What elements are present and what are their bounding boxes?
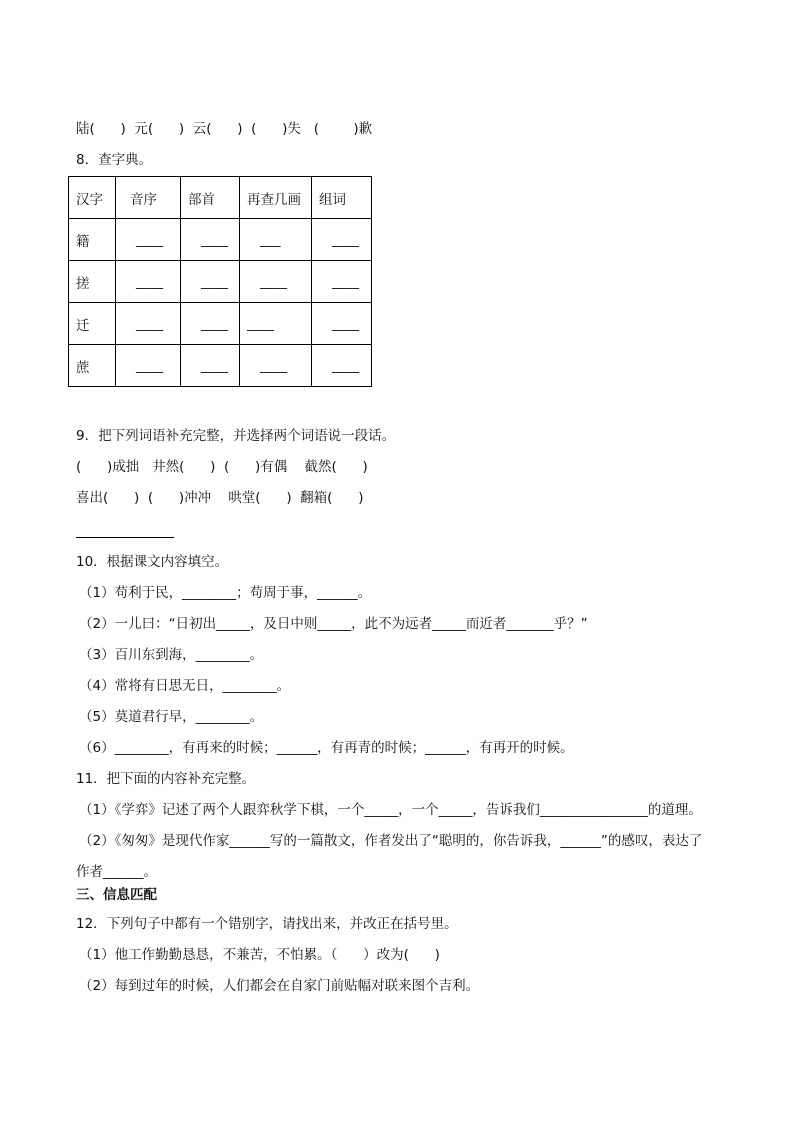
blank-cell[interactable]: ____ <box>240 303 312 345</box>
q11-item-2: （2）《匆匆》是现代作家______写的一篇散文，作者发出了“聪明的，你告诉我，______”的感叹，表达了 <box>79 833 703 849</box>
blank-cell[interactable]: ____ <box>312 345 372 387</box>
header-cell: 音序 <box>116 177 181 219</box>
q10-item-3: （3）百川东到海，________。 <box>79 647 264 663</box>
q12-item-1: （1）他工作勤勤恳恳，不兼苦，不怕累。（ ）改为( ) <box>79 947 440 963</box>
q11-title: 11．把下面的内容补充完整。 <box>76 771 256 787</box>
table-row <box>69 261 372 303</box>
blank-cell[interactable]: ____ <box>240 261 312 303</box>
q10-item-2: （2）一儿曰：“日初出_____，及日中则_____，此不为远者_____而近者_______乎？” <box>79 616 588 632</box>
blank-cell[interactable]: ____ <box>116 219 181 261</box>
dictionary-table <box>68 176 372 387</box>
blank-cell[interactable]: ___ <box>240 219 312 261</box>
header-cell: 部首 <box>181 177 240 219</box>
q9-words-line-1: ( )成拙 井然( ) ( )有偶 截然( ) <box>76 459 368 475</box>
q11-item-2-continued: 作者______。 <box>76 864 157 880</box>
char-cell: 蔗 <box>69 345 116 387</box>
q9-words-line-2: 喜出( ) ( )冲冲 哄堂( ) 翻箱( ) <box>76 490 364 506</box>
q12-item-2: （2）每到过年的时候，人们都会在自家门前贴幅对联来图个吉利。 <box>79 978 480 994</box>
q10-item-6: （6）________，有再来的时候；______，有再青的时候；______，有再开的时候。 <box>79 740 574 756</box>
blank-cell[interactable]: ____ <box>312 219 372 261</box>
table-header-row <box>69 177 372 219</box>
blank-cell[interactable]: ____ <box>181 303 240 345</box>
q10-item-4: （4）常将有日思无日，________。 <box>79 678 291 694</box>
section-heading: 三、信息匹配 <box>76 887 157 903</box>
q12-title: 12．下列句子中都有一个错别字，请找出来，并改正在括号里。 <box>76 916 458 932</box>
q9-title: 9．把下列词语补充完整，并选择两个词语说一段话。 <box>76 428 396 444</box>
blank-cell[interactable]: ____ <box>312 261 372 303</box>
blank-cell[interactable]: ____ <box>116 303 181 345</box>
q10-title: 10．根据课文内容填空。 <box>76 554 229 570</box>
q11-item-1: （1）《学弈》记述了两个人跟弈秋学下棋，一个_____，一个_____，告诉我们________________的道理。 <box>79 802 702 818</box>
char-cell: 搓 <box>69 261 116 303</box>
blank-cell[interactable]: ____ <box>181 219 240 261</box>
blank-cell[interactable]: ____ <box>181 345 240 387</box>
q9-answer-line[interactable] <box>76 537 174 538</box>
table-row <box>69 219 372 261</box>
table-row <box>69 345 372 387</box>
char-cell: 籍 <box>69 219 116 261</box>
blank-cell[interactable]: ____ <box>116 345 181 387</box>
q10-item-5: （5）莫道君行早，________。 <box>79 709 264 725</box>
q8-title: 8．查字典。 <box>76 152 153 168</box>
blank-cell[interactable]: ____ <box>240 345 312 387</box>
q10-item-1: （1）苟利于民，________；苟周于事，______。 <box>79 585 372 601</box>
header-cell: 汉字 <box>69 177 116 219</box>
blank-cell[interactable]: ____ <box>116 261 181 303</box>
table-row <box>69 303 372 345</box>
blank-cell[interactable]: ____ <box>181 261 240 303</box>
header-cell: 再查几画 <box>240 177 312 219</box>
char-cell: 迁 <box>69 303 116 345</box>
q7-fill-line: 陆( ) 元( ) 云( ) ( )失 ( )歉 <box>76 121 373 137</box>
header-cell: 组词 <box>312 177 372 219</box>
blank-cell[interactable]: ____ <box>312 303 372 345</box>
